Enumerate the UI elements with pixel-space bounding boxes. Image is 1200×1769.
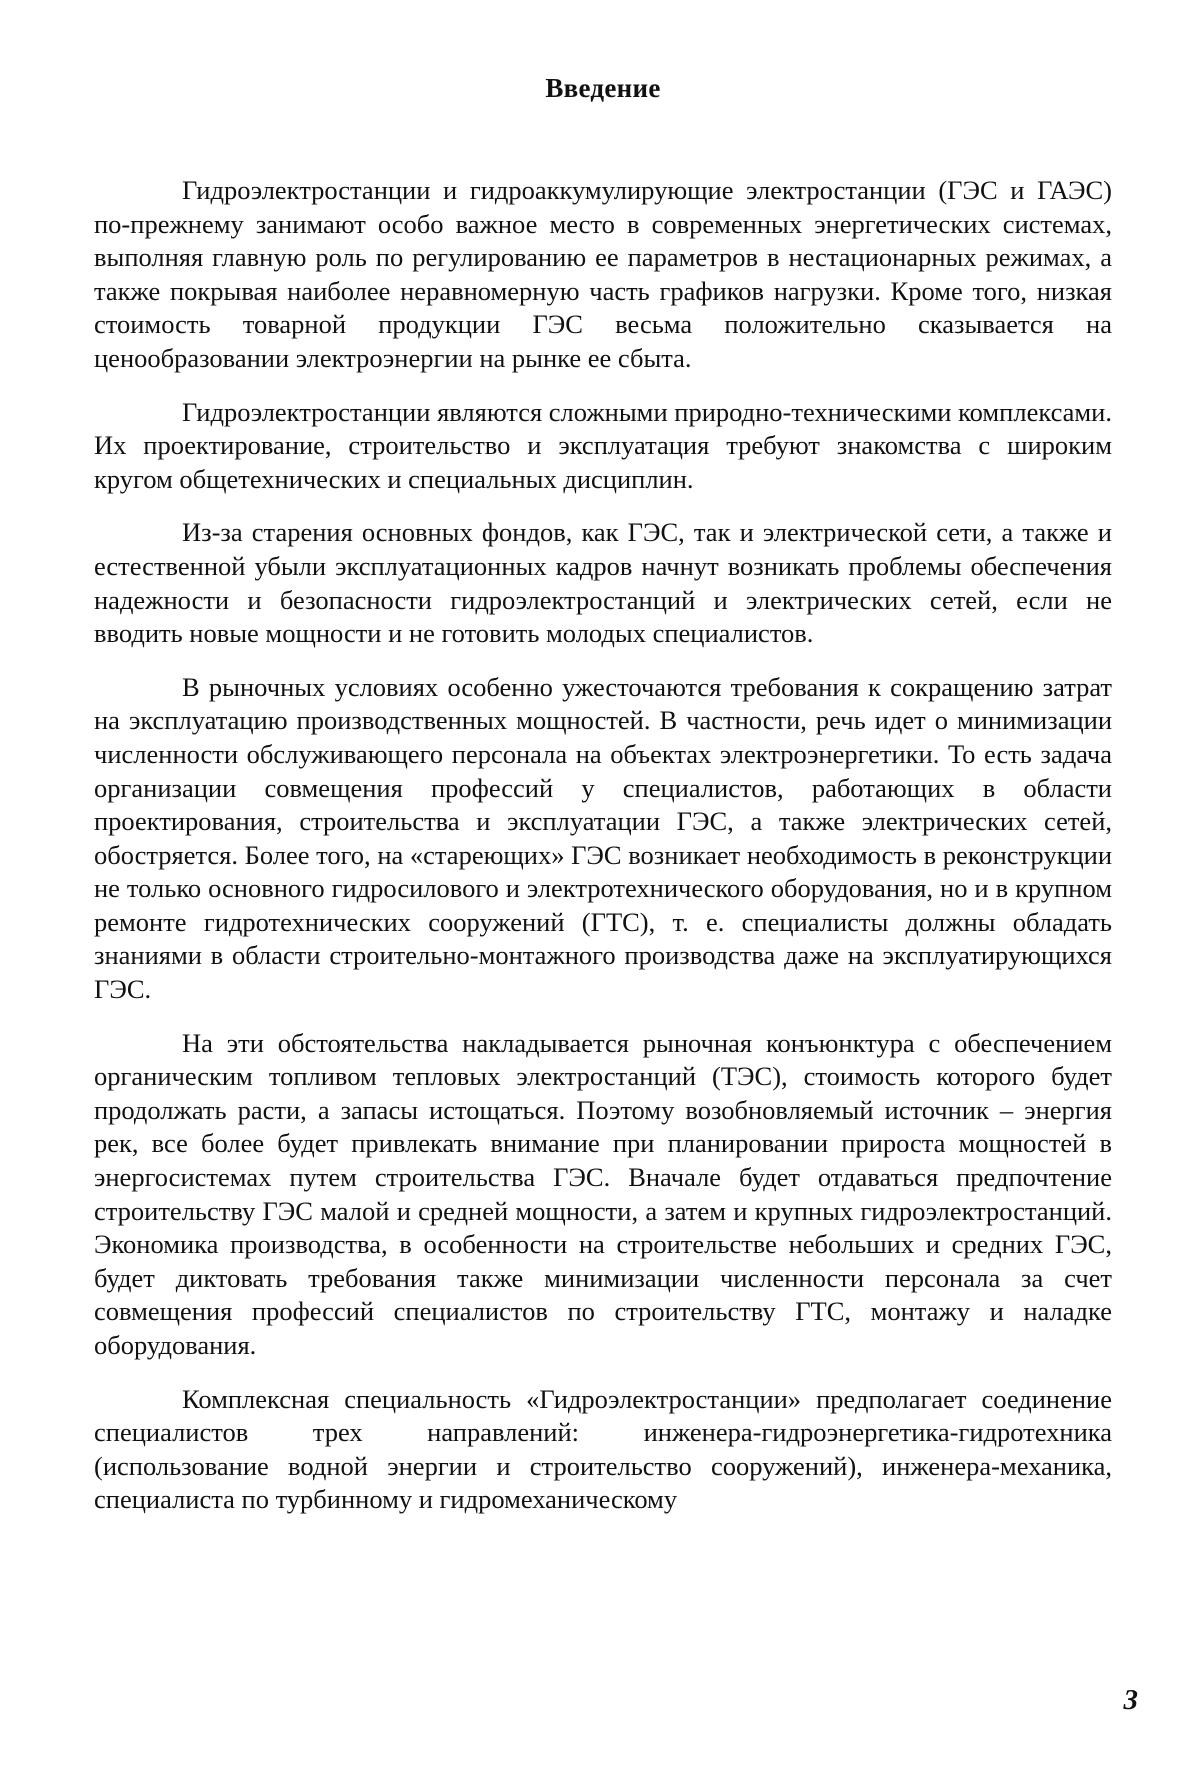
paragraph-5: На эти обстоятельства накладывается рыночная конъюнктура с обеспечением органическим топливом тепловых электростанций (ТЭС), стоимость которого будет продолжать расти, а запасы истощаться. Поэтому возобновляемый источник – энергия рек, все более будет привлекать внимание при планировании прироста мощностей в энергосистемах путем строительства ГЭС. Вначале будет отдаваться предпочтение строительству ГЭС малой и средней мощности, а затем и крупных гидроэлектростанций. Экономика производства, в особенности на строительстве небольших и средних ГЭС, будет диктовать требования также минимизации численности персонала за счет совмещения профессий специалистов по строительству ГТС, монтажу и наладке оборудования. <box>94 1027 1112 1360</box>
document-body <box>94 174 1112 1517</box>
page-number: 3 <box>1123 1684 1138 1716</box>
paragraph-1: Гидроэлектростанции и гидроаккумулирующие электростанции (ГЭС и ГАЭС) по-прежнему занимают особо важное место в современных энергетических системах, выполняя главную роль по регулированию ее параметров в нестационарных режимах, а также покрывая наиболее неравномерную часть графиков нагрузки. Кроме того, низкая стоимость товарной продукции ГЭС весьма положительно сказывается на ценообразовании электроэнергии на рынке ее сбыта. <box>94 175 1112 373</box>
paragraph-6: Комплексная специальность «Гидроэлектростанции» предполагает соединение специалистов трех направлений: инженера-гидроэнергетика-гидротехника (использование водной энергии и строительство сооружений), инженера-механика, специалиста по турбинному и гидромеханическому <box>94 1383 1112 1515</box>
paragraph-2: Гидроэлектростанции являются сложными природно-техническими комплексами. Их проектирование, строительство и эксплуатация требуют знакомства с широким кругом общетехнических и специальных дисциплин. <box>94 396 1112 494</box>
paragraph-4: В рыночных условиях особенно ужесточаются требования к сокращению затрат на эксплуатацию производственных мощностей. В частности, речь идет о минимизации численности обслуживающего персонала на объектах электроэнергетики. То есть задача организации совмещения профессий у специалистов, работающих в области проектирования, строительства и эксплуатации ГЭС, а также электрических сетей, обостряется. Более того, на «стареющих» ГЭС возникает необходимость в реконструкции не только основного гидросилового и электротехнического оборудования, но и в крупном ремонте гидротехнических сооружений (ГТС), т. е. специалисты должны обладать знаниями в области строительно-монтажного производства даже на эксплуатирующихся ГЭС. <box>94 671 1112 1005</box>
paragraph-3: Из-за старения основных фондов, как ГЭС, так и электрической сети, а также и естественной убыли эксплуатационных кадров начнут возникать проблемы обеспечения надежности и безопасности гидроэлектростанций и электрических сетей, если не вводить новые мощности и не готовить молодых специалистов. <box>94 517 1112 649</box>
page-title: Введение <box>545 73 661 103</box>
